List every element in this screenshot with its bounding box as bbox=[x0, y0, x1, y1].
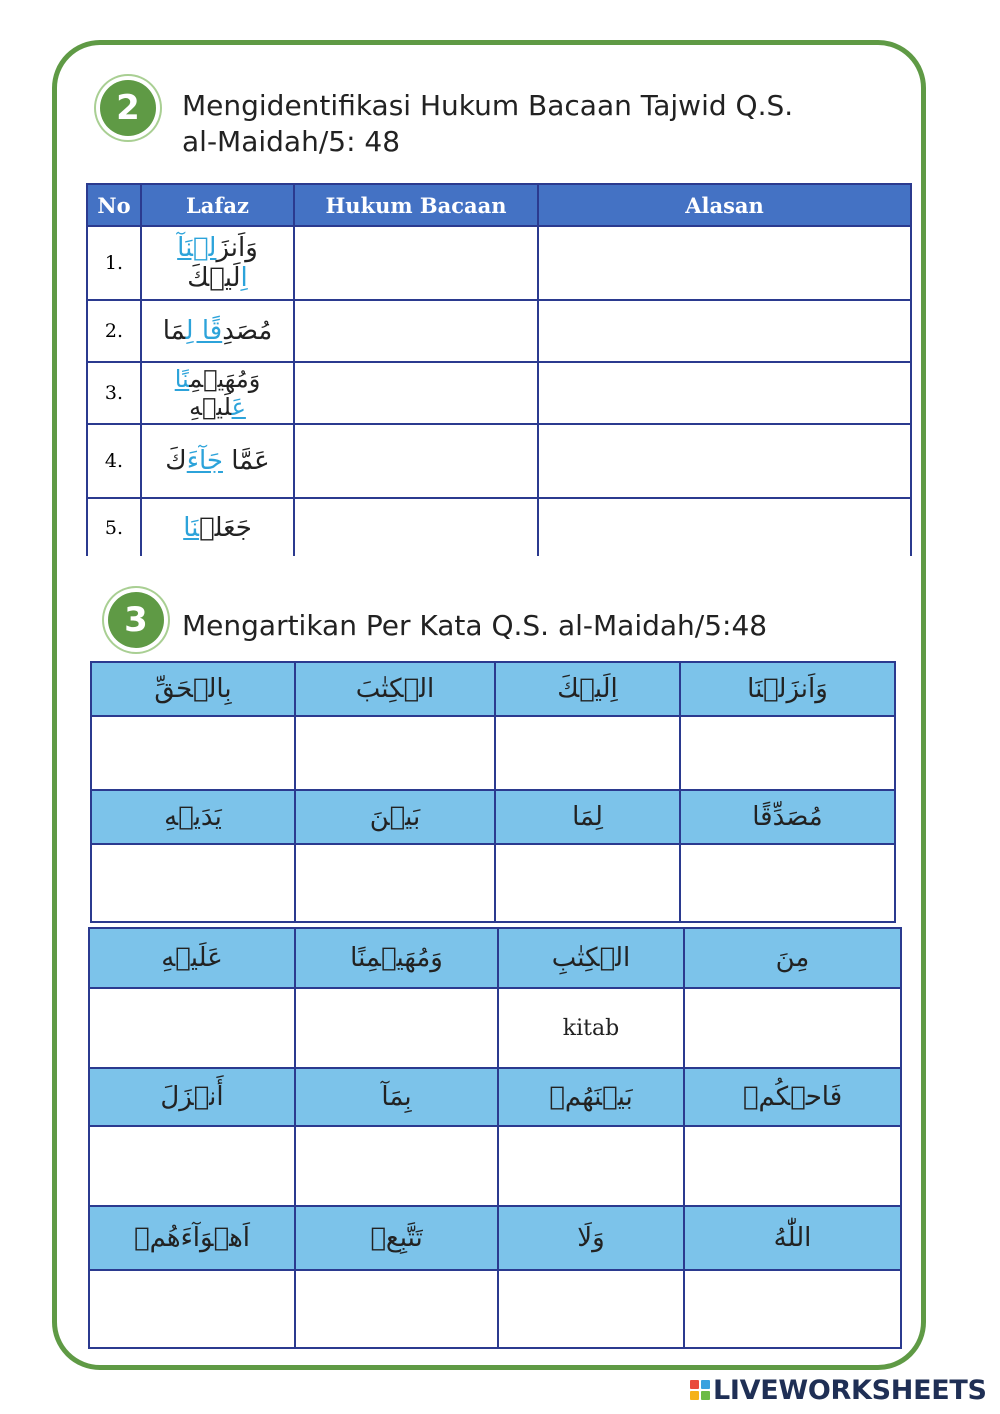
alasan-input-cell[interactable] bbox=[538, 424, 911, 498]
row-number: 4. bbox=[87, 424, 141, 498]
arabic-word bbox=[295, 1068, 498, 1126]
hukum-input-cell[interactable] bbox=[294, 424, 538, 498]
lafaz-part: لَيۡهِ bbox=[189, 393, 232, 421]
lafaz-part: مَا bbox=[162, 316, 186, 346]
lafaz-part: كَ bbox=[165, 446, 187, 476]
arabic-word bbox=[684, 928, 901, 988]
lafaz-part: وَمُهَيۡمِ bbox=[189, 365, 261, 393]
arabic-word bbox=[91, 662, 295, 716]
word-text: مِنَ bbox=[775, 943, 810, 973]
lafaz-cell bbox=[141, 498, 294, 556]
arabic-word bbox=[89, 928, 295, 988]
meaning-input[interactable] bbox=[91, 716, 295, 790]
hukum-input-cell[interactable] bbox=[294, 300, 538, 362]
word-text: يَدَيۡهِ bbox=[164, 802, 222, 832]
answer-row bbox=[89, 1270, 901, 1348]
arabic-word bbox=[498, 1206, 684, 1270]
alasan-input-cell[interactable] bbox=[538, 300, 911, 362]
lafaz-part: مُصَدِ bbox=[222, 316, 273, 346]
word-text: اِلَيۡكَ bbox=[557, 674, 618, 704]
vocabulary-grid-1 bbox=[90, 661, 896, 923]
arabic-word bbox=[89, 1068, 295, 1126]
word-text: وَمُهَيۡمِنًا bbox=[350, 943, 443, 973]
word-row bbox=[89, 1068, 901, 1126]
meaning-input[interactable] bbox=[91, 844, 295, 922]
header-hukum-bacaan: Hukum Bacaan bbox=[294, 184, 538, 226]
lafaz-highlight: لۡنَآ اِ bbox=[177, 233, 248, 293]
meaning-input[interactable] bbox=[495, 716, 680, 790]
meaning-input[interactable] bbox=[295, 844, 495, 922]
meaning-input[interactable] bbox=[680, 716, 895, 790]
lafaz-part: عَمَّا bbox=[222, 446, 270, 476]
meaning-input[interactable] bbox=[295, 1126, 498, 1206]
header-lafaz: Lafaz bbox=[141, 184, 294, 226]
alasan-input-cell[interactable] bbox=[538, 362, 911, 424]
word-text: وَاَنزَلۡنَا bbox=[747, 674, 828, 704]
word-text: فَاحۡكُمۡ bbox=[742, 1082, 843, 1112]
liveworksheets-icon bbox=[690, 1380, 710, 1400]
arabic-word bbox=[495, 790, 680, 844]
lafaz-highlight: نًا عَ bbox=[174, 365, 246, 421]
header-alasan: Alasan bbox=[538, 184, 911, 226]
row-number: 5. bbox=[87, 498, 141, 556]
word-row bbox=[91, 790, 895, 844]
arabic-word bbox=[295, 1206, 498, 1270]
word-text: تَتَّبِعۡ bbox=[370, 1223, 423, 1253]
arabic-word bbox=[498, 1068, 684, 1126]
section-2-badge: 2 bbox=[100, 80, 156, 136]
meaning-input[interactable] bbox=[684, 1270, 901, 1348]
hukum-input-cell[interactable] bbox=[294, 498, 538, 556]
arabic-word bbox=[684, 1068, 901, 1126]
section-2-title-line1: Mengidentifikasi Hukum Bacaan Tajwid Q.S. bbox=[182, 89, 794, 122]
meaning-input[interactable] bbox=[498, 1126, 684, 1206]
word-text: الۡكِتٰبِ bbox=[551, 943, 631, 973]
meaning-input[interactable] bbox=[89, 988, 295, 1068]
answer-row bbox=[91, 844, 895, 922]
meaning-input[interactable] bbox=[684, 1126, 901, 1206]
hukum-input-cell[interactable] bbox=[294, 362, 538, 424]
arabic-word bbox=[91, 790, 295, 844]
table-row bbox=[87, 362, 911, 424]
word-text: بِمَآ bbox=[381, 1082, 412, 1112]
alasan-input-cell[interactable] bbox=[538, 226, 911, 300]
meaning-input[interactable] bbox=[89, 1126, 295, 1206]
word-text: بِالۡحَقِّ bbox=[154, 674, 232, 704]
table-row bbox=[87, 226, 911, 300]
lafaz-part: لَيۡكَ bbox=[187, 263, 241, 293]
lafaz-part: جَعَلۡ bbox=[198, 512, 252, 543]
answer-row bbox=[91, 716, 895, 790]
word-text: الۡكِتٰبَ bbox=[355, 674, 435, 704]
section-2-title bbox=[182, 88, 793, 160]
word-text: أَنۡزَلَ bbox=[160, 1082, 224, 1112]
lafaz-cell bbox=[141, 300, 294, 362]
word-text: بَيۡنَ bbox=[369, 802, 421, 832]
lafaz-cell bbox=[141, 226, 294, 300]
word-text: مُصَدِّقًا bbox=[752, 802, 823, 832]
vocabulary-grid-2 bbox=[88, 927, 902, 1349]
hukum-input-cell[interactable] bbox=[294, 226, 538, 300]
word-text: لِمَا bbox=[572, 802, 603, 832]
lafaz-highlight: قًا لِ bbox=[185, 316, 223, 346]
arabic-word bbox=[89, 1206, 295, 1270]
meaning-input[interactable] bbox=[498, 1270, 684, 1348]
word-text: اَهۡوَآءَهُمۡ bbox=[133, 1223, 251, 1253]
tajwid-table bbox=[86, 183, 912, 556]
meaning-input[interactable] bbox=[295, 988, 498, 1068]
row-number: 1. bbox=[87, 226, 141, 300]
table-row bbox=[87, 300, 911, 362]
header-no: No bbox=[87, 184, 141, 226]
word-text: عَلَيۡهِ bbox=[161, 943, 223, 973]
arabic-word bbox=[295, 928, 498, 988]
table-row bbox=[87, 498, 911, 556]
word-row bbox=[89, 1206, 901, 1270]
meaning-input[interactable] bbox=[295, 1270, 498, 1348]
arabic-word bbox=[680, 662, 895, 716]
section-3-badge: 3 bbox=[108, 592, 164, 648]
lafaz-highlight: جَآءَ bbox=[186, 446, 223, 476]
row-number: 2. bbox=[87, 300, 141, 362]
section-2-title-line2: al-Maidah/5: 48 bbox=[182, 125, 401, 158]
lafaz-cell bbox=[141, 424, 294, 498]
meaning-input[interactable] bbox=[295, 716, 495, 790]
word-row bbox=[91, 662, 895, 716]
section-3-title: Mengartikan Per Kata Q.S. al-Maidah/5:48 bbox=[182, 609, 768, 642]
arabic-word bbox=[498, 928, 684, 988]
word-row bbox=[89, 928, 901, 988]
word-text: بَيۡنَهُمۡ bbox=[549, 1082, 633, 1112]
alasan-input-cell[interactable] bbox=[538, 498, 911, 556]
table-row bbox=[87, 424, 911, 498]
word-text: اللّٰهُ bbox=[773, 1223, 812, 1253]
row-number: 3. bbox=[87, 362, 141, 424]
answer-row bbox=[89, 1126, 901, 1206]
lafaz-cell bbox=[141, 362, 294, 424]
meaning-input[interactable] bbox=[495, 844, 680, 922]
arabic-word bbox=[495, 662, 680, 716]
answer-row bbox=[89, 988, 901, 1068]
meaning-input[interactable]: kitab bbox=[498, 988, 684, 1068]
arabic-word bbox=[295, 662, 495, 716]
meaning-input[interactable] bbox=[89, 1270, 295, 1348]
arabic-word bbox=[680, 790, 895, 844]
arabic-word bbox=[295, 790, 495, 844]
word-text: وَلَا bbox=[577, 1223, 605, 1253]
lafaz-part: وَاَنزَ bbox=[216, 233, 258, 263]
meaning-input[interactable] bbox=[680, 844, 895, 922]
brand-name: LIVEWORKSHEETS bbox=[713, 1374, 987, 1406]
lafaz-highlight: نَا bbox=[183, 512, 199, 543]
liveworksheets-logo bbox=[690, 1374, 987, 1406]
meaning-input[interactable] bbox=[684, 988, 901, 1068]
arabic-word bbox=[684, 1206, 901, 1270]
